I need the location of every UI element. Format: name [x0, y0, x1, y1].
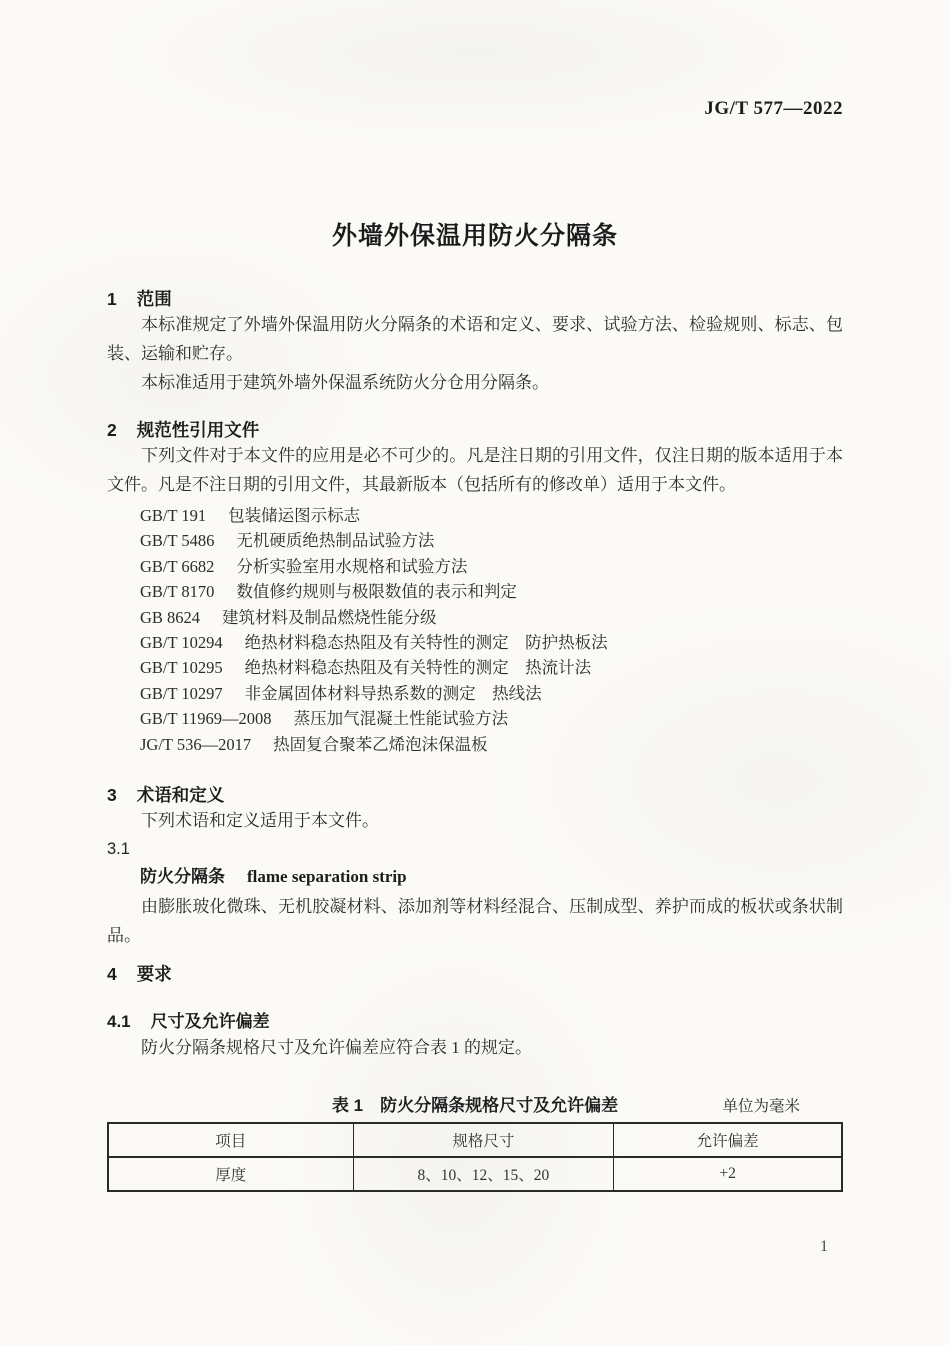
section-4-1-heading [107, 1011, 843, 1033]
table-1 [107, 1122, 843, 1192]
reference-title: 蒸压加气混凝土性能试验方法 [293, 709, 509, 729]
section-1-number: 1 [107, 289, 117, 309]
reference-code: GB 8624 [140, 607, 201, 627]
reference-code: GB/T 10295 [140, 658, 223, 678]
table-1-caption: 表 1 防火分隔条规格尺寸及允许偏差 [331, 1096, 619, 1116]
page-content [107, 0, 843, 1192]
table-cell-deviation: +2 [614, 1157, 842, 1191]
references-intro: 下列文件对于本文件的应用是必不可少的。凡是注日期的引用文件，仅注日期的版本适用于本文件。凡是不注日期的引用文件，其最新版本（包括所有的修改单）适用于本文件。 [107, 446, 843, 494]
table-cell-item: 厚度 [108, 1157, 353, 1191]
table-cell-size: 8、10、12、15、20 [353, 1157, 614, 1191]
reference-code: GB/T 11969—2008 [140, 709, 272, 729]
reference-title: 绝热材料稳态热阻及有关特性的测定 防护热板法 [244, 633, 608, 653]
section-2-label: 规范性引用文件 [136, 420, 260, 440]
page-header [107, 0, 843, 120]
reference-title: 非金属固体材料导热系数的测定 热线法 [244, 683, 542, 703]
section-4-number: 4 [107, 964, 117, 985]
reference-item [140, 528, 843, 553]
reference-title: 数值修约规则与极限数值的表示和判定 [236, 582, 517, 602]
reference-title: 热固复合聚苯乙烯泡沫保温板 [273, 734, 488, 754]
reference-item [140, 554, 843, 579]
section-1-label: 范围 [136, 289, 172, 309]
table-row [108, 1157, 842, 1191]
section-4-label: 要求 [136, 964, 172, 985]
section-4-1-label: 尺寸及允许偏差 [150, 1012, 270, 1032]
term-number: 3.1 [107, 840, 130, 859]
reference-item [140, 655, 843, 680]
section-2-number: 2 [107, 420, 117, 440]
reference-code: GB/T 6682 [140, 556, 215, 576]
reference-title: 包装储运图示标志 [228, 506, 361, 525]
term-name-zh: 防火分隔条 [140, 867, 225, 887]
table-header-size: 规格尺寸 [353, 1123, 614, 1157]
scope-paragraph-2: 本标准适用于建筑外墙外保温系统防火分仓用分隔条。 [141, 373, 549, 392]
reference-title: 无机硬质绝热制品试验方法 [236, 531, 435, 551]
references-list [107, 503, 843, 757]
section-3-heading [107, 784, 843, 806]
requirements-paragraph: 防火分隔条规格尺寸及允许偏差应符合表 1 的规定。 [141, 1038, 532, 1058]
term-name-en: flame separation strip [247, 867, 407, 887]
reference-item [140, 681, 843, 706]
section-1-heading [107, 288, 843, 310]
reference-item [140, 706, 843, 731]
reference-code: GB/T 8170 [140, 582, 215, 602]
table-1-caption-line [107, 1091, 843, 1116]
section-4-1-number: 4.1 [107, 1012, 131, 1032]
table-header-deviation: 允许偏差 [614, 1123, 842, 1157]
page-number: 1 [820, 1238, 828, 1255]
reference-code: GB/T 5486 [140, 531, 215, 551]
reference-item [140, 605, 843, 630]
reference-code: GB/T 10294 [140, 633, 223, 653]
reference-item [140, 503, 843, 528]
table-1-unit-note: 单位为毫米 [722, 1098, 800, 1116]
scope-paragraph-1: 本标准规定了外墙外保温用防火分隔条的术语和定义、要求、试验方法、检验规则、标志、包装、运输和贮存。 [107, 315, 843, 363]
reference-code: GB/T 10297 [140, 683, 223, 703]
reference-code: GB/T 191 [140, 506, 207, 525]
table-header-row [108, 1123, 842, 1157]
reference-item [140, 732, 843, 757]
reference-title: 绝热材料稳态热阻及有关特性的测定 热流计法 [244, 658, 592, 678]
section-3-label: 术语和定义 [136, 785, 225, 806]
term-entry [140, 863, 843, 892]
reference-item [140, 630, 843, 655]
terms-intro: 下列术语和定义适用于本文件。 [141, 811, 379, 831]
reference-item [140, 579, 843, 604]
standard-code: JG/T 577—2022 [704, 98, 843, 119]
term-definition: 由膨胀玻化微珠、无机胶凝材料、添加剂等材料经混合、压制成型、养护而成的板状或条状制品。 [107, 897, 843, 946]
section-2-heading [107, 419, 843, 441]
section-3-number: 3 [107, 785, 117, 806]
reference-title: 分析实验室用水规格和试验方法 [236, 556, 468, 576]
table-header-item: 项目 [108, 1123, 353, 1157]
reference-title: 建筑材料及制品燃烧性能分级 [222, 607, 437, 627]
reference-code: JG/T 536—2017 [140, 734, 252, 754]
section-4-heading [107, 963, 843, 985]
document-title: 外墙外保温用防火分隔条 [331, 222, 618, 250]
